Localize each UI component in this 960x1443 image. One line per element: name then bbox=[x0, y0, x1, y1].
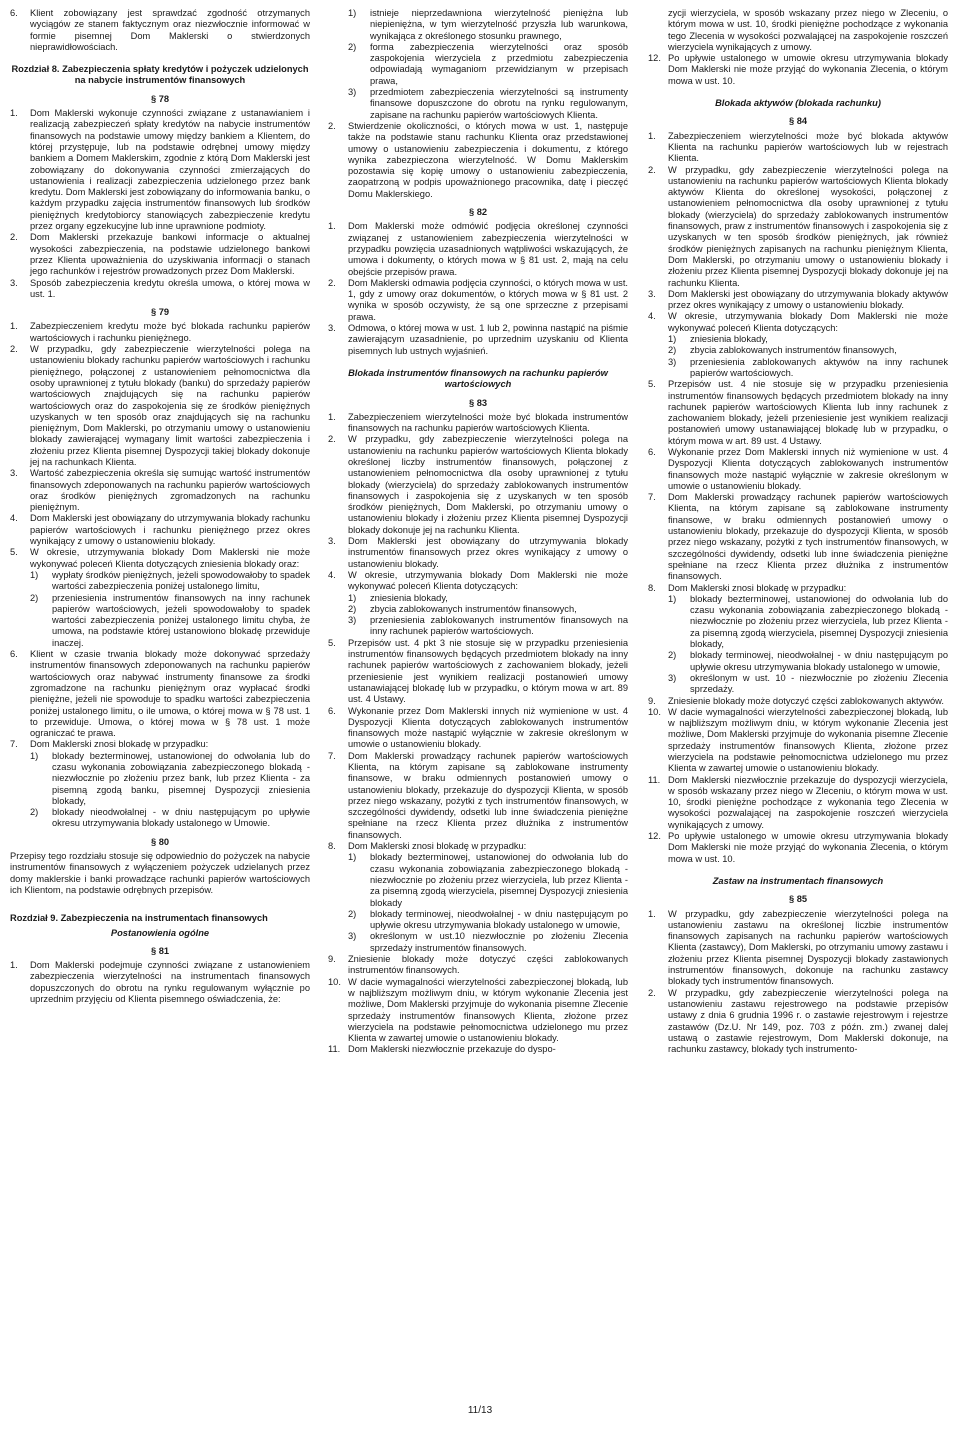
list-item: 10. W dacie wymagalności wierzytelności zabezpieczonej blokadą, lub w najbliższym możliwym dniu, w którym wykonanie Zlecenia jest możliwe, Dom Maklerski przyjmuje do wykonania pisemne Zlecenie sprzedaży instrumentów finansowych Klienta, złożone przez wierzyciela na podstawie pełnomocnictwa udzielonego mu przez Klienta w zawartej umowie o ustanowieniu blokady. bbox=[648, 706, 948, 774]
list-item: 1. Zabezpieczeniem kredytu może być blokada rachunku papierów wartościowych i rachunku pieniężnego. bbox=[10, 321, 310, 343]
sub-item: 2) blokady nieodwołalnej - w dniu następującym po upływie okresu utrzymywania blokady ustalonego w Umowie. bbox=[30, 807, 310, 829]
chapter-8-title: Rozdział 8. Zabezpieczenia spłaty kredytów i pożyczek udzielonych na nabycie instrumentów finansowych bbox=[11, 64, 309, 86]
list-item: 2. W przypadku, gdy zabezpieczenie wierzytelności polega na ustanowieniu blokady rachunku papierów wartościowych i rachunku pieniężnego, połączonej z ustanowieniem pełnomocnictwa dla osoby uprawnionej z tytułu blokady (banku) do sprzedaży papierów wartościowych znajdujących się na rachunku papierów wartościowych oraz do zaspokojenia się ze środków pieniężnych uzyskanych w ten sposób oraz znajdujących się na rachunku pieniężnym, Dom Maklerski, po otrzymaniu umowy o ustanowieniu blokady zawierającej wymagany limit wartości zabezpieczenia i złożeniu przez Klienta pisemnej Dyspozycji takiej blokady dokonuje jej na rachunkach Klienta. bbox=[10, 344, 310, 467]
paragraph-82-heading: § 82 bbox=[468, 207, 488, 218]
sub-item: 2) przeniesienia instrumentów finansowych na inny rachunek papierów wartościowych, jeżeli spowodowałoby to spadek wartości zabezpieczenia poniżej ustalonego limitu chyba, że umowa, na podstawie której ustanowiono blokadę przewiduje inaczej. bbox=[30, 592, 310, 648]
list-item: 2. Dom Maklerski odmawia podjęcia czynności, o których mowa w ust. 1, gdy z umowy oraz dokumentów, o których mowa w § 81 ust. 2 wynika w sposób oczywisty, że są one sprzeczne z przepisami prawa. bbox=[328, 277, 628, 322]
column-right bbox=[648, 8, 948, 1055]
list-item: 2. Dom Maklerski przekazuje bankowi informacje o aktualnej wysokości zabezpieczenia, na podstawie udzielonego bankowi przez Klienta upoważnienia do uzyskiwania informacji o stanach jego rachunków i rejestrów prowadzonych przez Dom Maklerski. bbox=[10, 232, 310, 277]
list-item: 5. W okresie, utrzymywania blokady Dom Maklerski nie może wykonywać poleceń Klienta dotyczących zniesienia blokady oraz: bbox=[10, 547, 310, 569]
sub-item: 3) określonym w ust.10 niezwłocznie po złożeniu Zlecenia sprzedaży instrumentów finansowych. bbox=[348, 931, 628, 953]
chapter-9-subtitle: Postanowienia ogólne bbox=[110, 927, 210, 938]
section-title-blokada-aktywow: Blokada aktywów (blokada rachunku) bbox=[715, 98, 881, 109]
list-item: 5. Przepisów ust. 4 pkt 3 nie stosuje się w przypadku przeniesienia instrumentów finansowych będących przedmiotem blokady na inny rachunek papierów wartościowych z zachowaniem blokady, jeżeli przeniesienie jest wynikiem realizacji postanowień umowy ustanawiającej blokadę lub w przypadku, o którym mowa w art. 89 ust. 4 Ustawy. bbox=[328, 637, 628, 705]
list-item: 3. Wartość zabezpieczenia określa się sumując wartość instrumentów finansowych zdeponowanych na rachunku papierów wartościowych oraz środków pieniężnych zgromadzonych na rachunku pieniężnym. bbox=[10, 468, 310, 513]
sub-item: 1) blokady bezterminowej, ustanowionej do odwołania lub do czasu wykonania zobowiązania zabezpieczonego blokadą - niezwłocznie po złożeniu przez bank, lub przez Klienta - za pisemną zgodą banku, pisemnej Dyspozycji zniesienia blokady, bbox=[30, 750, 310, 806]
list-item: 4. W okresie, utrzymywania blokady Dom Maklerski nie może wykonywać poleceń Klienta dotyczących: bbox=[328, 569, 628, 592]
list-item: 1. Dom Maklerski wykonuje czynności związane z ustanawianiem i realizacją zabezpieczeń spłaty kredytów na nabycie instrumentów finansowych na podstawie umowy między bankiem a Klientem, do której przystępuje, lub na podstawie odrębnej umowy między bankiem a Domem Maklerskim, zgodnie z którą Dom Maklerski jest zobowiązany do dokonywania czynności zmierzających do ustanowienia i realizacji zabezpieczenia udzielonego przez bank kredytu. Dom Maklerski jest zobowiązany do informowania banku, o każdym przypadku zajęcia instrumentów finansowych lub środków pieniężnych kredytobiorcy stanowiących zabezpieczenie kredytu przez organy egzekucyjne lub inne uprawnione podmioty. bbox=[10, 108, 310, 232]
sub-item: 3) określonym w ust. 10 - niezwłocznie po złożeniu Zlecenia sprzedaży. bbox=[668, 672, 948, 695]
sub-item: 1) istnieje nieprzedawniona wierzytelność pieniężna lub niepieniężna, w tym wierzytelność przyszła lub warunkowa, wynikająca z określonego stosunku prawnego, bbox=[348, 8, 628, 41]
sub-item: 2) zbycia zablokowanych instrumentów finansowych, bbox=[348, 603, 577, 614]
column-left bbox=[10, 8, 310, 1005]
list-item: 2. Stwierdzenie okoliczności, o których mowa w ust. 1, następuje także na podstawie stanu rachunku Klienta oraz przedstawionej umowy o ustanowieniu zabezpieczenia i dokumentu, z którego wynika zabezpieczona wierzytelność. W Domu Maklerskim pozostawia się kopię umowy o ustanowieniu zabezpieczenia, zaopatrzoną w podpis upoważnionego pracownika, datę i pieczęć Domu Maklerskiego. bbox=[328, 120, 628, 199]
list-item: 1. Dom Maklerski może odmówić podjęcia określonej czynności związanej z ustanowieniem zabezpieczenia wierzytelności w przypadku powzięcia uzasadnionych wątpliwości wskazujących, że umowa i dokumenty, o których mowa w § 81 ust. 2, mają na celu obejście przepisów prawa. bbox=[328, 221, 628, 277]
paragraph-80-heading: § 80 bbox=[150, 836, 170, 847]
list-item: 6. Wykonanie przez Dom Maklerski innych niż wymienione w ust. 4 Dyspozycji Klienta dotyczących zablokowanych instrumentów finansowych może nastąpić wyłącznie w zakresie określonym w umowie o ustanowieniu blokady. bbox=[648, 446, 948, 491]
sub-item: 2) forma zabezpieczenia wierzytelności oraz sposób zaspokojenia wierzyciela z przedmiotu zabezpieczenia odpowiadają wymaganiom przewidzianym w przepisach prawa, bbox=[348, 41, 628, 86]
list-item: 7. Dom Maklerski prowadzący rachunek papierów wartościowych Klienta, na którym zapisane są zablokowane instrumenty finansowe, w braku odmiennych postanowień umowy o ustanowieniu blokady, przekazuje do dyspozycji Klienta, w sposób przez niego wskazany, pożytki z tych instrumentów finansowych, w szczególności dywidendy, odsetki lub inne świadczenia pieniężne spełniane na rzecz Klienta przez dłużnika z instrumentów finansowych. bbox=[648, 492, 948, 582]
sub-item: 3) przedmiotem zabezpieczenia wierzytelności są instrumenty finansowe dopuszczone do obrotu na rynku regulowanym, zapisane na rachunku papierów wartościowych Klienta. bbox=[348, 87, 628, 120]
list-item: 6. Klient w czasie trwania blokady może dokonywać sprzedaży instrumentów finansowych zdeponowanych na rachunku papierów wartościowych oraz nabywać instrumenty finansowe za środki zgromadzone na rachunku pieniężnym oraz wypłacać środki pieniężne, jeżeli nie spowoduje to spadku wartości zabezpieczenia poniżej ustalonego limitu, o ile umowa, o której mowa w § 78 ust. 1 to przewiduje. Umowa, o której mowa w § 78 ust. 1 może ograniczać te prawa. bbox=[10, 649, 310, 739]
list-item: 3. Dom Maklerski jest obowiązany do utrzymywania blokady aktywów przez okres wynikający z umowy o ustanowieniu blokady. bbox=[648, 288, 948, 311]
paragraph-85-heading: § 85 bbox=[788, 894, 808, 905]
list-item: 6. Klient zobowiązany jest sprawdzać zgodność otrzymanych wyciągów ze stanem faktycznym oraz niezwłocznie informować w formie pisemnej Dom Maklerski o stwierdzonych nieprawidłowościach. bbox=[10, 8, 310, 52]
section-title-blokada-instrumentow: Blokada instrumentów finansowych na rachunku papierów wartościowych bbox=[348, 367, 608, 390]
list-item: 2. W przypadku, gdy zabezpieczenie wierzytelności polega na ustanowieniu na rachunku papierów wartościowych Klienta blokady określonej liczby instrumentów finansowych, połączonej z ustanowieniem pełnomocnictwa dla osoby uprawnionej z tytułu blokady (wierzyciela) do sprzedaży zablokowanych instrumentów finansowych i zaspokojenia się z uzyskanych w ten sposób środków pieniężnych, Dom Maklerski, po otrzymaniu umowy o ustanowieniu blokady i złożeniu przez Klienta pisemnej Dyspozycji blokady dokonuje jej na rachunku Klienta. bbox=[328, 434, 628, 535]
sub-item: 1) blokady bezterminowej, ustanowionej do odwołania lub do czasu wykonania zobowiązania zabezpieczonego blokadą - niezwłocznie po złożeniu przez wierzyciela, lub przez Klienta - za pisemną zgodą wierzyciela, pisemnej Dyspozycji zniesienia blokady bbox=[348, 852, 628, 908]
list-item: 10. W dacie wymagalności wierzytelności zabezpieczonej blokadą, lub w najbliższym możliwym dniu, w którym wykonanie Zlecenia jest możliwe, Dom Maklerski przyjmuje do wykonania pisemne Zlecenie sprzedaży instrumentów finansowych Klienta, złożone przez wierzyciela na podstawie pełnomocnictwa udzielonego mu przez Klienta w zawartej umowie o ustanowieniu blokady. bbox=[328, 976, 628, 1044]
list-item: 8. Dom Maklerski znosi blokadę w przypadku: bbox=[648, 582, 847, 593]
list-item: 11. Dom Maklerski niezwłocznie przekazuje do dyspo- bbox=[328, 1044, 556, 1055]
sub-item: 1) wypłaty środków pieniężnych, jeżeli spowodowałoby to spadek wartości zabezpieczenia poniżej ustalonego limitu, bbox=[30, 569, 310, 592]
sub-item: 1) zniesienia blokady, bbox=[348, 592, 448, 603]
list-item: 1. Zabezpieczeniem wierzytelności może być blokada aktywów Klienta na rachunku papierów wartościowych lub w rejestrach Klienta. bbox=[648, 130, 948, 164]
sub-item: 3) przeniesienia zablokowanych aktywów na inny rachunek papierów wartościowych. bbox=[668, 356, 948, 378]
paragraph-79-heading: § 79 bbox=[150, 307, 170, 318]
page-number: 11/13 bbox=[467, 1405, 493, 1416]
list-item: 9. Zniesienie blokady może dotyczyć części zablokowanych aktywów. bbox=[648, 695, 944, 706]
list-item: 8. Dom Maklerski znosi blokadę w przypadku: bbox=[328, 841, 527, 852]
list-item: 4. W okresie, utrzymywania blokady Dom Maklerski nie może wykonywać poleceń Klienta dotyczących: bbox=[648, 311, 948, 333]
list-item: 7. Dom Maklerski prowadzący rachunek papierów wartościowych Klienta, na którym zapisane są zablokowane instrumenty finansowe, w braku odmiennych postanowień umowy o ustanowieniu blokady, przekazuje do dyspozycji Klienta, w sposób przez niego wskazany, pożytki z tych instrumentów finansowych, w szczególności dywidendy, odsetki lub inne świadczenia pieniężne spełniane na rzecz Klienta przez dłużnika z instrumentów finansowych. bbox=[328, 750, 628, 840]
sub-item: 2) blokady terminowej, nieodwołalnej - w dniu następującym po upływie okresu utrzymywania blokady ustalonego w umowie, bbox=[668, 650, 948, 672]
list-item: 1. Zabezpieczeniem wierzytelności może być blokada instrumentów finansowych na rachunku papierów wartościowych Klienta. bbox=[328, 411, 628, 434]
list-item: 7. Dom Maklerski znosi blokadę w przypadku: bbox=[10, 739, 209, 750]
paragraph-78-heading: § 78 bbox=[150, 93, 170, 104]
list-item: 6. Wykonanie przez Dom Maklerski innych niż wymienione w ust. 4 Dyspozycji Klienta dotyczących zablokowanych instrumentów finansowych może nastąpić wyłącznie w zakresie określonym w umowie o ustanowieniu blokady. bbox=[328, 705, 628, 750]
sub-item: 3) przeniesienia zablokowanych instrumentów finansowych na inny rachunek papierów wartościowych. bbox=[348, 615, 628, 637]
sub-item: 2) blokady terminowej, nieodwołalnej - w dniu następującym po upływie okresu utrzymywania blokady ustalonego w umowie, bbox=[348, 908, 628, 931]
paragraph-83-heading: § 83 bbox=[468, 397, 488, 408]
paragraph-84-heading: § 84 bbox=[788, 116, 808, 127]
list-item: 5. Przepisów ust. 4 nie stosuje się w przypadku przeniesienia instrumentów finansowych będących przedmiotem blokady na inny rachunek papierów wartościowych Klienta lub inny rachunek z zachowaniem blokady, jeżeli przeniesienie jest wynikiem realizacji postanowień umowy ustanawiającej blokadę lub w przypadku, o którym mowa w art. 89 ust. 4 Ustawy. bbox=[648, 379, 948, 446]
list-item: 2. W przypadku, gdy zabezpieczenie wierzytelności polega na ustanowieniu zastawu rejestrowego na podstawie przepisów ustawy z dnia 6 grudnia 1996 r. o zastawie rejestrowym i rejestrze zastawów (Dz.U. Nr 149, poz. 703 z późn. zm.) zwanej dalej ustawą o zastawie rejestrowym, Dom Maklerski dokonuje, na rachunku zastawcy, blokady tych instrumento- bbox=[648, 987, 948, 1055]
sub-item: 1) zniesienia blokady, bbox=[668, 334, 768, 345]
list-item: 1. Dom Maklerski podejmuje czynności związane z ustanowieniem zabezpieczenia wierzytelności na instrumentach finansowych dopuszczonych do obrotu na rynku regulowanym wyłącznie po uprzednim przyjęciu od Klienta pisemnego oświadczenia, że: bbox=[10, 960, 310, 1005]
sub-item: 2) zbycia zablokowanych instrumentów finansowych, bbox=[668, 345, 897, 356]
list-item: 4. Dom Maklerski jest obowiązany do utrzymywania blokady rachunku papierów wartościowych i rachunku pieniężnego przez okres wynikający z umowy o ustanowieniu blokady. bbox=[10, 513, 310, 547]
list-item: 3. Odmowa, o której mowa w ust. 1 lub 2, powinna nastąpić na piśmie zawierającym uzasadnienie, po uprzednim uzyskaniu od Klienta pisemnych lub ustnych wyjaśnień. bbox=[328, 323, 628, 356]
list-item: 3. Dom Maklerski jest obowiązany do utrzymywania blokady instrumentów finansowych przez okres wynikający z umowy o ustanowieniu blokady. bbox=[328, 536, 628, 569]
continued-text: zycji wierzyciela, w sposób wskazany przez niego w Zleceniu, o którym mowa w ust. 10, środki pieniężne pochodzące z wykonania tego Zlecenia w wysokości pozwalającej na zaspokojenie roszczeń wierzyciela wynikających z umowy. bbox=[668, 8, 948, 52]
sub-item: 1) blokady bezterminowej, ustanowionej do odwołania lub do czasu wykonania zobowiązania zabezpieczonego blokadą - niezwłocznie po złożeniu przez wierzyciela, lub przez Klienta - za pisemną zgodą wierzyciela, pisemnej Dyspozycji zniesienia blokady, bbox=[668, 593, 948, 650]
paragraph-80-text: Przepisy tego rozdziału stosuje się odpowiednio do pożyczek na nabycie instrumentów finansowych z wyłączeniem pożyczek udzielanych przez domy maklerskie i banki prowadzące rachunki papierów wartościowych ich Klientom, na podstawie odrębnych przepisów. bbox=[10, 851, 310, 895]
list-item: 12. Po upływie ustalonego w umowie okresu utrzymywania blokady Dom Maklerski nie może przyjąć do wykonania Zlecenia, o którym mowa w ust. 10. bbox=[648, 53, 948, 86]
chapter-9-title: Rozdział 9. Zabezpieczenia na instrumentach finansowych bbox=[10, 913, 268, 924]
section-title-zastaw: Zastaw na instrumentach finansowych bbox=[712, 875, 884, 886]
list-item: 9. Zniesienie blokady może dotyczyć części zablokowanych instrumentów finansowych. bbox=[328, 954, 628, 976]
list-item: 3. Sposób zabezpieczenia kredytu określa umowa, o której mowa w ust. 1. bbox=[10, 277, 310, 299]
column-middle bbox=[328, 8, 628, 1056]
list-item: 12. Po upływie ustalonego w umowie okresu utrzymywania blokady Dom Maklerski nie może przyjąć do wykonania Zlecenia, o którym mowa w ust. 10. bbox=[648, 831, 948, 864]
list-item: 1. W przypadku, gdy zabezpieczenie wierzytelności polega na ustanowieniu zastawu na określonej liczbie instrumentów finansowych zapisanych na rachunku papierów wartościowych Klienta (zastawcy), Dom Maklerski, po otrzymaniu umowy zastawu i złożeniu przez Klienta pisemnej Dyspozycji blokady zastawionych instrumentów finansowych, dokonuje na rachunku zastawcy blokady tych instrumentów finansowych. bbox=[648, 908, 948, 987]
list-item: 2. W przypadku, gdy zabezpieczenie wierzytelności polega na ustanowieniu na rachunku papierów wartościowych Klienta blokady aktywów Klienta do określonej wysokości, połączonej z ustanowieniem pełnomocnictwa dla osoby uprawnionej z tytułu blokady (wierzyciela) do sprzedaży zablokowanych instrumentów finansowych, praw z instrumentów finansowych i zaspokojenia się z uzyskanych w ten sposób środków pieniężnych, jak również środków pieniężnych zapisanych na rachunku pieniężnym Klienta, Dom Maklerski, po otrzymaniu umowy o ustanowieniu blokady i złożeniu przez Klienta pisemnej Dyspozycji blokady dokonuje jej na rachunku Klienta. bbox=[648, 164, 948, 288]
list-item: 11. Dom Maklerski niezwłocznie przekazuje do dyspozycji wierzyciela, w sposób wskazany przez niego w Zleceniu, o którym mowa w ust. 10, środki pieniężne pochodzące z wykonania tego Zlecenia w wysokości pozwalającej na zaspokojenie roszczeń wierzyciela wynikających z umowy. bbox=[648, 774, 948, 830]
paragraph-81-heading: § 81 bbox=[150, 945, 170, 956]
